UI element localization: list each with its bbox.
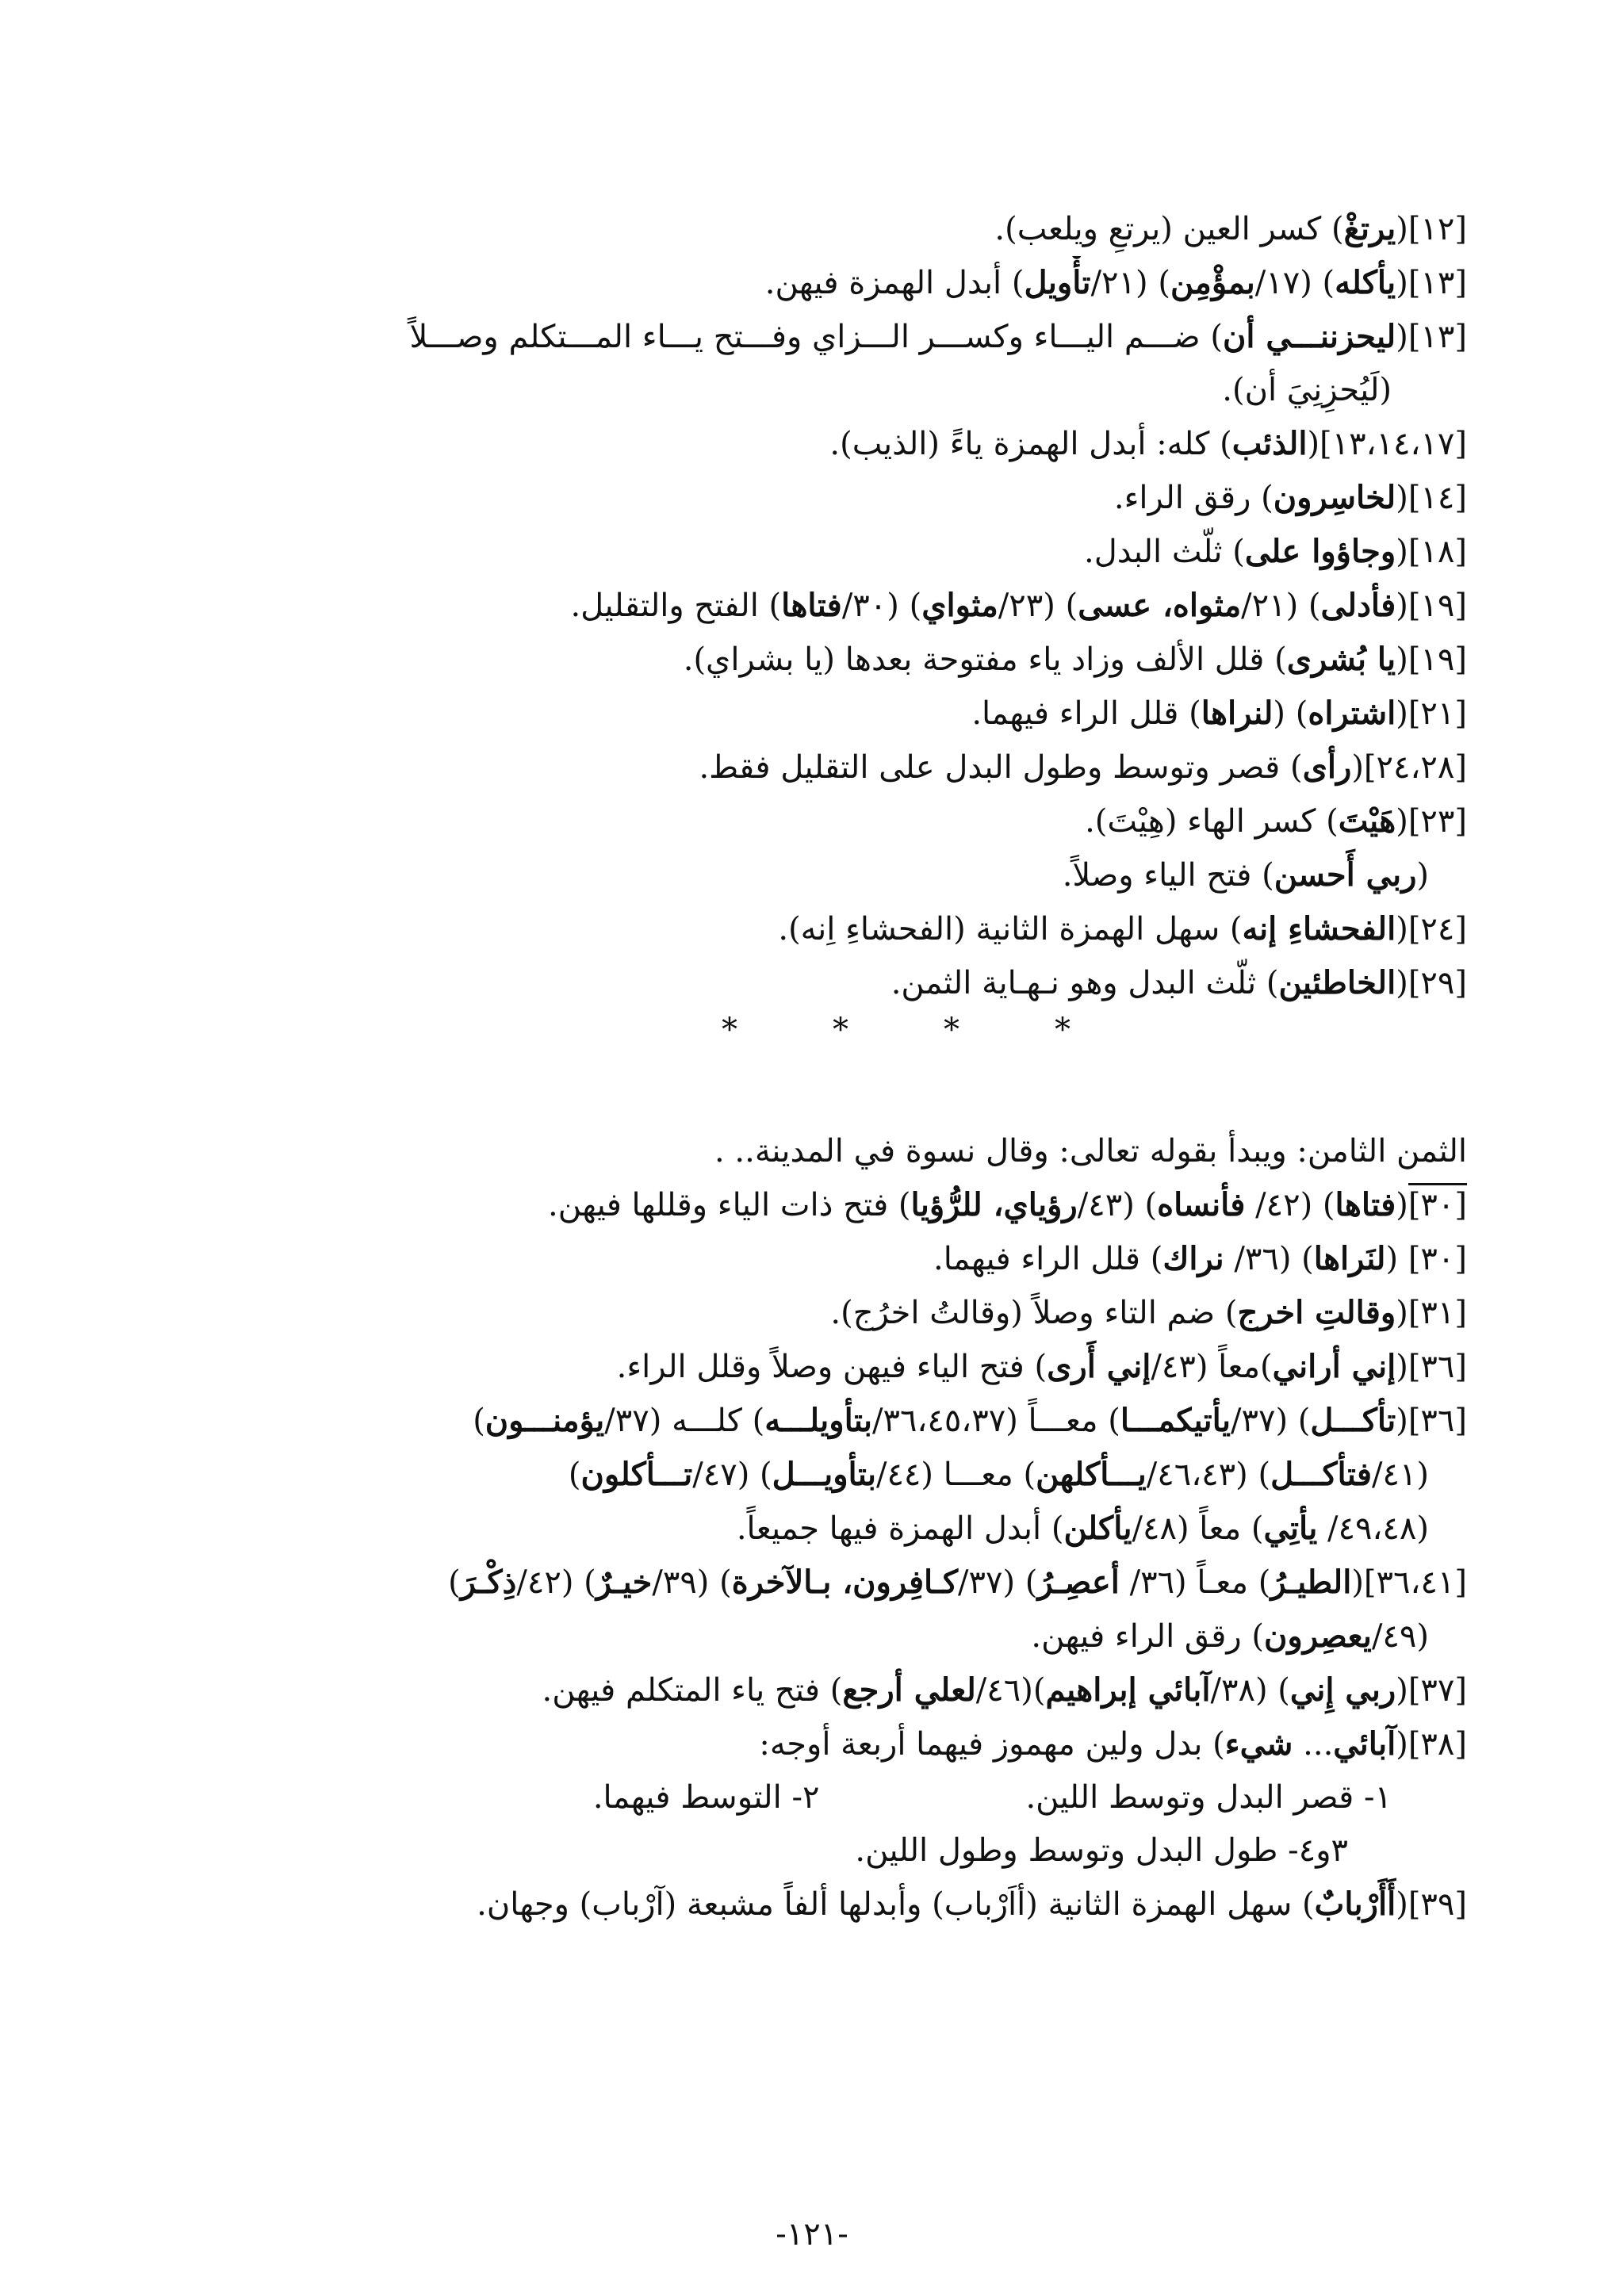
verse-ref: [٣١] [1408, 1295, 1467, 1331]
quranic-word: فتأكـــل [1270, 1456, 1372, 1493]
entry-line [182, 202, 1467, 256]
quranic-word: تأكـــل [1310, 1402, 1396, 1439]
quranic-word: آبائي إبراهيم [1045, 1671, 1211, 1709]
entry-line [182, 1878, 1467, 1931]
commentary-text: ) بدل ولين مهموز فيهما أربعة أوجه: [759, 1726, 1225, 1763]
quranic-word: آبائي [1333, 1725, 1396, 1763]
commentary-text: ) أبدل الهمزة فيهن. [764, 265, 1025, 301]
commentary-text: ( [1396, 695, 1408, 732]
commentary-text: ) [473, 1403, 485, 1439]
entry-continuation [182, 1502, 1467, 1556]
quranic-word: فتاها [1335, 1186, 1396, 1223]
commentary-text: ( [1396, 803, 1408, 840]
entry-line [182, 794, 1467, 848]
entry-line [182, 471, 1467, 525]
commentary-text: ) فتح الياء وصلاً. [1062, 857, 1274, 894]
quranic-word: لخاسِرون [1273, 479, 1396, 516]
entry-line [182, 1232, 1467, 1286]
entry-line [182, 1340, 1467, 1394]
commentary-text: ) معـــاً (٣٦،٤٥،٣٧/ [871, 1403, 1120, 1439]
commentary-text: ( [1416, 857, 1429, 894]
option-3: ٣و٤- طول البدل وتوسط وطول اللين. [855, 1832, 1348, 1869]
commentary-text: ( [1307, 426, 1320, 462]
verse-ref: [٣٠] [1408, 1183, 1467, 1223]
verse-ref: [١٣،١٤،١٧] [1320, 426, 1467, 462]
entry-continuation [182, 364, 1467, 417]
quranic-word: يا بُشرى [1286, 641, 1396, 678]
quranic-word: يؤمنـــون [485, 1402, 605, 1439]
separator-star: * [833, 1012, 848, 1048]
commentary-text: ) رقق الراء فيهن. [1031, 1618, 1265, 1655]
verse-ref: [٢٣] [1408, 803, 1467, 840]
entry-line [182, 956, 1467, 1010]
commentary-text: ) فتح الياء فيهن وصلاً وقلل الراء. [616, 1349, 1048, 1385]
page-number: -١٢١- [776, 2216, 848, 2253]
verse-ref: [١٨] [1408, 534, 1467, 570]
quranic-word: تـــأكلون [580, 1456, 693, 1493]
commentary-text: ( [1396, 1187, 1408, 1223]
verse-ref: [٣٧] [1408, 1672, 1467, 1709]
quranic-word: الخاطئين [1278, 964, 1396, 1001]
spacer [182, 1066, 1467, 1125]
verse-ref: [٣٦،٤١] [1363, 1564, 1467, 1601]
commentary-text: ( [1396, 1349, 1408, 1385]
quranic-word: يأكله [1335, 264, 1396, 301]
entries-block-2 [182, 1178, 1467, 1771]
entry-line [182, 310, 1467, 364]
entry-line [182, 633, 1467, 687]
commentary-text: ) رقق الراء. [1113, 480, 1274, 516]
quranic-word: الذئب [1231, 425, 1308, 462]
quranic-word: ربي إِني [1289, 1671, 1396, 1709]
commentary-text: ) سهل الهمزة الثانية (الفحشاءِ اِنه). [778, 911, 1243, 947]
commentary-text: ) قلل الألف وزاد ياء مفتوحة بعدها (يا بشراي). [683, 641, 1287, 678]
commentary-text: ) معـــا (٤٤/ [875, 1457, 1036, 1493]
quranic-word: أعصِـرُ [1037, 1564, 1120, 1601]
commentary-text: ) [568, 1457, 581, 1493]
quranic-word: بتأويلـــه [764, 1402, 872, 1439]
entry-line [182, 525, 1467, 579]
commentary-text: ( [1385, 1241, 1408, 1277]
commentary-text: ) كسر العين (يرتعِ ويلعب). [994, 211, 1344, 247]
option-2: ٢- التوسط فيهما. [592, 1779, 820, 1816]
commentary-text: ) (٣٧/ [958, 1564, 1038, 1601]
verse-ref: [٣٦] [1408, 1403, 1467, 1439]
commentary-text: ( [1396, 265, 1408, 301]
quranic-word: لعلي أرجع [842, 1671, 976, 1709]
commentary-text: ( [1351, 749, 1364, 786]
commentary-text: ) ضم التاء وصلاً (وقالتُ اخرُج). [830, 1295, 1238, 1331]
commentary-text: ) (٣٩/ [652, 1564, 732, 1601]
commentary-text: ( [1351, 1564, 1364, 1601]
quranic-word: نراك [1162, 1240, 1224, 1277]
options-row [182, 1771, 1467, 1824]
commentary-text: ) قصر وتوسط وطول البدل على التقليل فقط. [699, 749, 1303, 786]
commentary-text: ( [1396, 588, 1408, 624]
commentary-text: ) كله: أبدل الهمزة ياءً (الذيب). [829, 426, 1232, 462]
verse-ref: [١٩] [1408, 588, 1467, 624]
verse-ref: [٣٠] [1408, 1241, 1467, 1277]
commentary-text: ( [1396, 319, 1408, 355]
commentary-text: (٤٩/ [1371, 1618, 1429, 1655]
verse-ref: [٣٨] [1408, 1726, 1467, 1763]
commentary-text: ( [1396, 1726, 1408, 1763]
commentary-text: ) [448, 1564, 461, 1601]
commentary-text: ( [1396, 1295, 1408, 1331]
entry-line [182, 1717, 1467, 1771]
quranic-word: إني أَرى [1047, 1348, 1151, 1385]
commentary-text: (٤١/ [1371, 1457, 1429, 1493]
quranic-word: ذِكْـرَ [460, 1564, 517, 1601]
entry-line [182, 417, 1467, 471]
verse-ref: [٢٤،٢٨] [1363, 749, 1467, 786]
quranic-word: كـافِرون، بـالآخرة [731, 1564, 959, 1601]
commentary-text: ) (١٧/ [1254, 265, 1335, 301]
entry-line [182, 741, 1467, 794]
commentary-text: ( [1396, 1672, 1408, 1709]
quranic-word: رأى [1302, 748, 1352, 786]
commentary-text: )(٤٦/ [975, 1672, 1046, 1709]
quranic-word: ليحزننـــي أن [1222, 318, 1396, 355]
quranic-word: وقالتِ اخرج [1237, 1294, 1396, 1331]
commentary-text: ) (٤٢/ [1245, 1187, 1335, 1223]
verse-ref: [٣٦] [1408, 1349, 1467, 1385]
entries-block-1 [182, 202, 1467, 1010]
quranic-word: وجاؤوا على [1244, 533, 1396, 570]
commentary-text: ) سهل الهمزة الثانية (أاَرْباب) وأبدلها ألفاً مشبعة (آرْباب) وجهان. [477, 1886, 1315, 1923]
quranic-word: لنراها [1201, 695, 1274, 732]
verse-ref: [١٣] [1408, 265, 1467, 301]
commentary-text: ) ضـــم اليـــاء وكســـر الـــزاي وفـــتح يـــاء المـــتكلم وصـــلاً [409, 319, 1223, 355]
quranic-word: اشتراه [1308, 695, 1396, 732]
quranic-word: بتأويـــل [772, 1456, 876, 1493]
quranic-word: بمؤْمِن [1170, 264, 1255, 301]
verse-ref: [١٩] [1408, 641, 1467, 678]
verse-ref: [٢٩] [1408, 965, 1467, 1001]
commentary-text: ) ثلّث البدل وهو نـهـاية الثمن. [891, 965, 1279, 1001]
entry-line [182, 1286, 1467, 1340]
verse-ref: [٢١] [1408, 695, 1467, 732]
entry-continuation [182, 1448, 1467, 1502]
commentary-text: ( [1396, 1403, 1408, 1439]
entry-line [182, 1556, 1467, 1610]
quranic-word: يـــأكلهن [1036, 1456, 1147, 1493]
quranic-word: يأتيكمـــا [1120, 1402, 1231, 1439]
quranic-word: ربي أَحسن [1274, 856, 1417, 894]
commentary-text: ) قلل الراء فيهما. [933, 1241, 1163, 1277]
commentary-text: ( [1396, 965, 1408, 1001]
option-1: ١- قصر البدل وتوسط اللين. [1025, 1779, 1392, 1816]
commentary-text: ) ( [1273, 695, 1308, 732]
commentary-text: ) معـاً (٣٦/ [1119, 1564, 1271, 1601]
entry-continuation [182, 1610, 1467, 1663]
entry-line [182, 1663, 1467, 1717]
quranic-word: يعصِرون [1264, 1617, 1372, 1655]
commentary-text: ( [1396, 641, 1408, 678]
section-separator [182, 1010, 1467, 1066]
commentary-text: ) كسر الهاء (هِيْتَ). [1085, 803, 1339, 840]
commentary-text: ) فتح ياء المتكلم فيهن. [542, 1672, 843, 1709]
quranic-word: تأْويل [1024, 264, 1091, 301]
entry-line [182, 1394, 1467, 1448]
page-content [182, 202, 1467, 1931]
quranic-word: فأدلى [1320, 587, 1396, 624]
quranic-word: خيـرٌ [596, 1564, 653, 1601]
commentary-text: ) الفتح والتقليل. [570, 588, 782, 624]
verse-ref: [١٣] [1408, 319, 1467, 355]
quranic-word: الطيـرُ [1270, 1564, 1352, 1601]
quranic-word: يأتِي [1263, 1510, 1318, 1547]
commentary-text: ) (٤٢/ [516, 1564, 596, 1601]
verse-ref: [١٢] [1408, 211, 1467, 247]
entry-line [182, 1178, 1467, 1232]
commentary-text: ) أبدل الهمزة فيها جميعاً. [736, 1510, 1064, 1547]
quranic-word: فأنساه [1157, 1186, 1246, 1223]
separator-star: * [722, 1012, 737, 1048]
commentary-text: ( [1396, 911, 1408, 947]
commentary-text: ) (٣٦/ [1224, 1241, 1314, 1277]
quranic-word: مثواه، عسى [1078, 587, 1242, 624]
entry-line [182, 687, 1467, 741]
separator-star: * [1055, 1012, 1071, 1048]
commentary-text: (٤٩،٤٨/ [1317, 1510, 1429, 1547]
verse-ref: [٣٩] [1408, 1886, 1467, 1923]
quranic-word: يأكلن [1063, 1510, 1132, 1547]
commentary-text: ) فتح ذات الياء وقللها فيهن. [548, 1187, 911, 1223]
commentary-text: )معاً (٤٣/ [1151, 1349, 1273, 1385]
quranic-word: هَيْتَ [1338, 802, 1396, 840]
commentary-text: ) قلل الراء فيهما. [971, 695, 1201, 732]
commentary-text: ( [1396, 534, 1408, 570]
commentary-text: ... [1293, 1726, 1334, 1763]
commentary-text: ( [1396, 480, 1408, 516]
quranic-word: أَأَرْبابٌ [1314, 1885, 1396, 1923]
verse-ref: [١٤] [1408, 480, 1467, 516]
quranic-word: مثواي [921, 587, 998, 624]
verse-ref: [٢٤] [1408, 911, 1467, 947]
commentary-text: ) ثلّث البدل. [1084, 534, 1245, 570]
quranic-word: رؤياي، للرُّؤيا [910, 1186, 1078, 1223]
entry-continuation [182, 848, 1467, 902]
commentary-text: ( [1396, 1886, 1408, 1923]
quranic-word: شيء [1224, 1725, 1293, 1763]
commentary-text: ) (٢٣/ [998, 588, 1078, 624]
commentary-text: ) (٤٦،٤٣/ [1146, 1457, 1271, 1493]
commentary-text: ) (٣٠/ [841, 588, 922, 624]
entry-line [182, 579, 1467, 633]
commentary-text: ( [1396, 211, 1408, 247]
commentary-text: ) كلـــه (٣٧/ [604, 1403, 765, 1439]
commentary-text: ) (٢١/ [1241, 588, 1321, 624]
quranic-word: إني أراني [1272, 1348, 1396, 1385]
commentary-text: ) معاً (٤٨/ [1132, 1510, 1264, 1547]
entry-line [182, 902, 1467, 956]
quranic-word: فتاها [781, 587, 842, 624]
commentary-text: ) (٣٨/ [1210, 1672, 1290, 1709]
entry-line [182, 256, 1467, 310]
commentary-text: ) (٤٧/ [692, 1457, 772, 1493]
quranic-word: لنَراها [1313, 1240, 1386, 1277]
quranic-word: الفحشاءِ إنه [1242, 910, 1396, 947]
quranic-word: يرتغْ [1343, 210, 1396, 247]
last-entry [182, 1878, 1467, 1931]
commentary-text: ) (٣٧/ [1231, 1403, 1311, 1439]
commentary-text: ) (٤٣/ [1077, 1187, 1158, 1223]
section-intro: الثمن الثامن: ويبدأ بقوله تعالى: وقال نسوة في المدينة.. . [714, 1133, 1467, 1169]
commentary-text: (لَيُحزِنِيَ أن). [1222, 372, 1392, 408]
separator-star: * [944, 1012, 959, 1048]
commentary-text: ) (٢١/ [1090, 265, 1170, 301]
